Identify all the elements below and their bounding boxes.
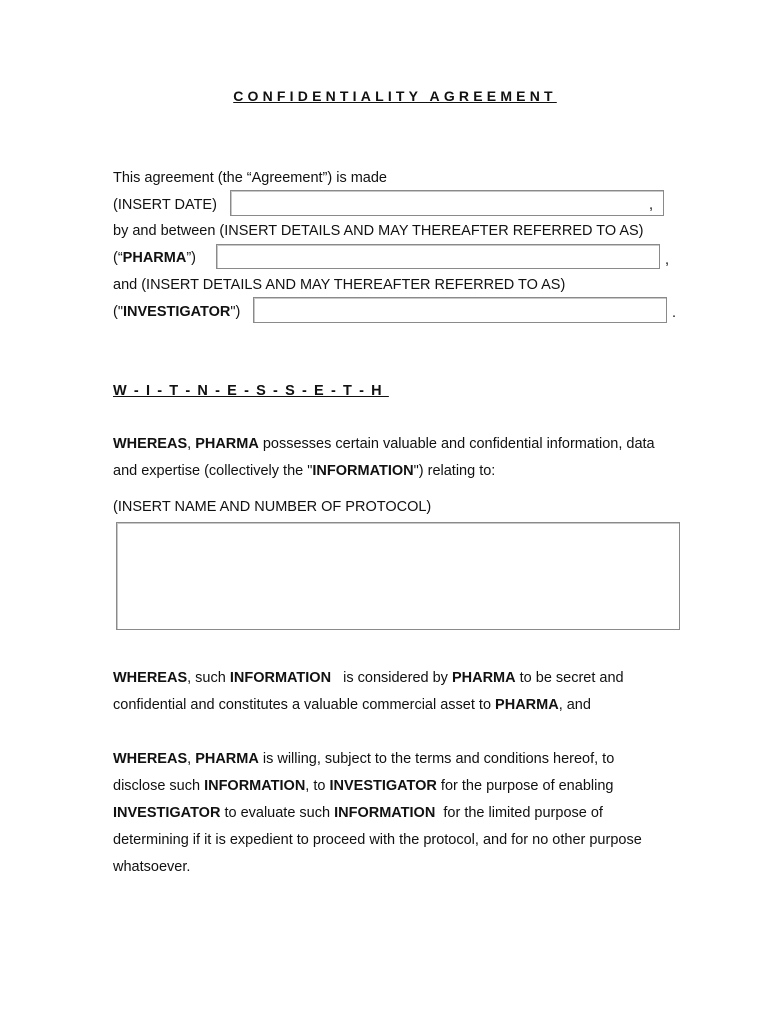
whereas-3: WHEREAS, PHARMA is willing, subject to the terms and conditions hereof, to disclose such INFORMATION, to INVESTIGATOR for the purpose of enabling INVESTIGATOR to evaluate such INFORMATION for the limited purpose of determining if it is expedient to proceed with the protocol, and for no other purpose whatsoever. bbox=[113, 751, 642, 875]
and-line: and (INSERT DETAILS AND MAY THEREAFTER REFERRED TO AS) bbox=[113, 277, 566, 293]
whereas-2: WHEREAS, such INFORMATION is considered by PHARMA to be secret and confidential and constitutes a valuable commercial asset to PHARMA, and bbox=[113, 670, 624, 713]
pharma-label: (“PHARMA”) bbox=[113, 250, 196, 266]
between-line: by and between (INSERT DETAILS AND MAY THEREAFTER REFERRED TO AS) bbox=[113, 223, 644, 239]
document-title: CONFIDENTIALITY AGREEMENT bbox=[233, 88, 557, 104]
witnesseth-heading: W - I - T - N - E - S - S - E - T - H bbox=[113, 383, 389, 399]
date-suffix: , bbox=[649, 197, 654, 213]
investigator-label: ("INVESTIGATOR") bbox=[113, 304, 241, 320]
date-field[interactable] bbox=[230, 190, 664, 216]
whereas-1: WHEREAS, PHARMA possesses certain valuable and confidential information, data and expertise (collectively the "INFORMATION") relating to: bbox=[113, 436, 655, 479]
protocol-label: (INSERT NAME AND NUMBER OF PROTOCOL) bbox=[113, 499, 432, 515]
investigator-suffix: . bbox=[672, 305, 677, 321]
intro-line: This agreement (the “Agreement”) is made bbox=[113, 170, 387, 186]
protocol-field[interactable] bbox=[116, 522, 680, 630]
date-label: (INSERT DATE) bbox=[113, 197, 217, 213]
pharma-field[interactable] bbox=[216, 244, 660, 269]
pharma-suffix: , bbox=[665, 252, 670, 268]
investigator-field[interactable] bbox=[253, 297, 667, 323]
